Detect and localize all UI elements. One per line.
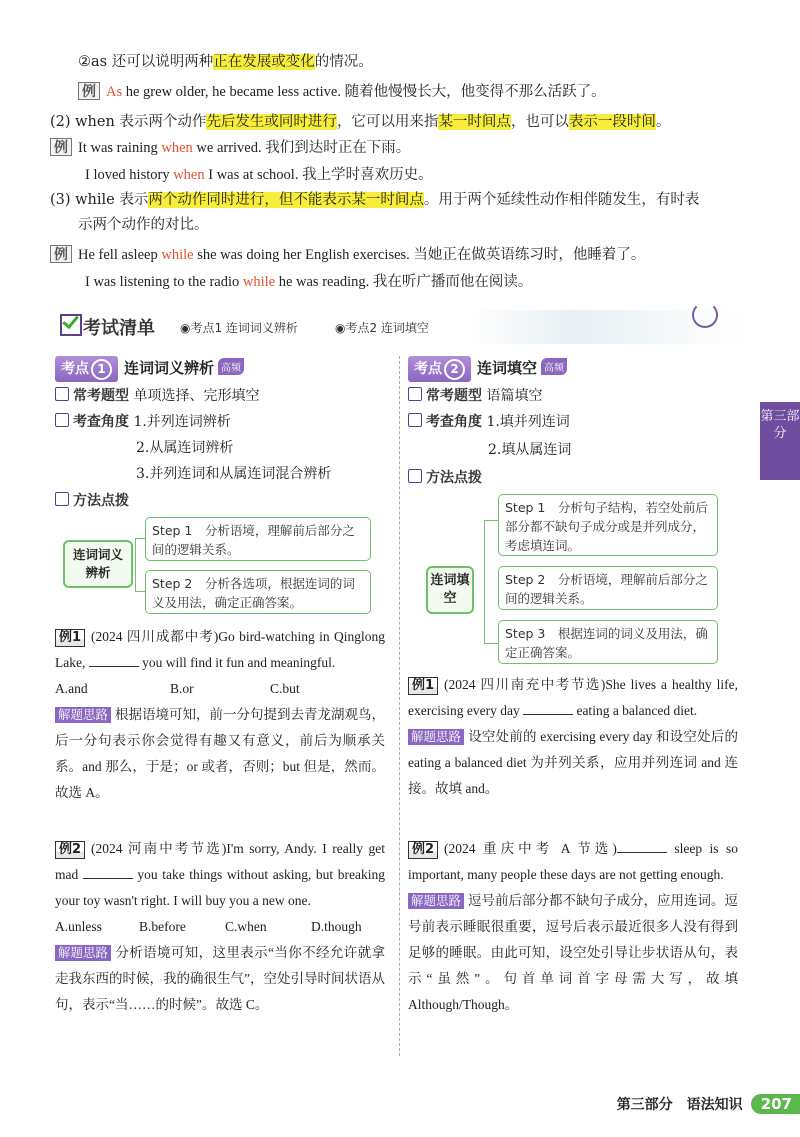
checkbox-icon: [60, 314, 82, 336]
hot-badge: 高频: [541, 358, 567, 375]
right-mindmap-root: 连词填空: [426, 566, 474, 614]
column-divider: [399, 356, 400, 1056]
kaodian-1-header: 考点 1 连词词义辨析 高频: [55, 356, 244, 380]
left-angle: 考查角度 1.并列连词辨析: [55, 412, 231, 432]
left-example-1: 例1 (2024 四川成都中考)Go bird-watching in Qinglong Lake, you will find it fun and meaningful. A.and B.or C.but 解题思路 根据语境可知，前一分句提到去青龙湖观鸟，后一分句表示你会觉得有趣又有意义，前后为顺承关系。and 那么，于是；or 或者，否则；but 但是，然而。故选 A。: [55, 629, 386, 800]
right-method: 方法点拨: [408, 468, 482, 488]
example-while-1: 例 He fell asleep while she was doing her English exercises. 当她正在做英语练习时，他睡着了。: [50, 245, 645, 265]
right-example-2: 例2 (2024 重庆中考 A 节选) sleep is so important, many people these days are not getting enough. 解题思路 逗号前后部分都不缺句子成分，应用连词。逗号前表示睡眠很重要，逗号后表示最近很多人没有得到足够的睡眠。由此可知，设空处引导让步状语从句，表示“虽然”。句首单词首字母需大写，故填 Although/Though。: [408, 841, 739, 1012]
left-method: 方法点拨: [55, 491, 129, 511]
left-type: 常考题型 单项选择、完形填空: [55, 386, 259, 406]
right-step-1: Step 1 分析句子结构，若空处前后部分都不缺句子成分或是并列成分，考虑填连词。: [498, 494, 718, 556]
part-side-tab: 第三部分: [760, 402, 800, 480]
doc-icon: [55, 492, 69, 506]
answer-blank: [89, 654, 139, 667]
example-when-1: 例 It was raining when we arrived. 我们到达时正在下雨。: [50, 138, 410, 158]
note-when: (2) when 表示两个动作先后发生或同时进行，它可以用来指某一时间点，也可以表示一段时间。: [50, 114, 671, 130]
left-example-2: 例2 (2024 河南中考节选)I'm sorry, Andy. I really get mad you take things without asking, but breaking your toy wasn't right. I will buy you a new one. A.unless B.before C.when D.though 解题思路 分析语境可知，这里表示“当你不经允许就拿走我东西的时候，我的确很生气”，空处引导时间状语从句，表示“当……的时候”。故选 C。: [55, 841, 385, 1012]
hot-badge: 高频: [218, 358, 244, 375]
right-angle: 考查角度 1.填并列连词: [408, 412, 570, 432]
page-footer: [617, 1094, 800, 1116]
right-type: 常考题型 语篇填空: [408, 386, 542, 406]
example-while-2: I was listening to the radio while he was reading. 我在听广播而他在阅读。: [85, 274, 533, 290]
left-step-1: Step 1 分析语境，理解前后部分之间的逻辑关系。: [145, 517, 371, 561]
swirl-decoration-icon: [692, 302, 718, 328]
exam-list-banner: [55, 310, 745, 344]
answer-blank: [617, 840, 667, 853]
left-step-2: Step 2 分析各选项，根据连词的词义及用法，确定正确答案。: [145, 570, 371, 614]
note-while: (3) while 表示两个动作同时进行，但不能表示某一时间点。用于两个延续性动作相伴随发生，有时表: [50, 192, 700, 208]
right-step-2: Step 2 分析语境，理解前后部分之间的逻辑关系。: [498, 566, 718, 610]
right-example-1: 例1 (2024 四川南充中考节选)She lives a healthy life, exercising every day eating a balanced diet. 解题思路 设空处前的 exercising every day 和设空处后的 eating a balanced diet 为并列关系，应用并列连词 and 连接。故填 and。: [408, 677, 738, 796]
doc-icon: [408, 469, 422, 483]
example-as: 例 As he grew older, he became less active. 随着他慢慢长大，他变得不那么活跃了。: [78, 82, 606, 102]
note-while-cont: 示两个动作的对比。: [78, 217, 209, 233]
example-tag: 例: [50, 245, 72, 263]
example-when-2: I loved history when I was at school. 我上学时喜欢历史。: [85, 167, 433, 183]
answer-blank: [83, 866, 133, 879]
left-angle-2: 2.从属连词辨析: [136, 440, 234, 456]
left-mindmap-root: 连词词义辨析: [63, 540, 133, 588]
note-as-development: ②as 还可以说明两种正在发展或变化的情况。: [78, 54, 373, 70]
right-angle-2: 2.填从属连词: [488, 442, 572, 458]
example-tag: 例: [78, 82, 100, 100]
check-angle-icon: [55, 413, 69, 427]
banner-kp1: ◉考点1 连词词义辨析: [180, 321, 298, 335]
banner-kp2: ◉考点2 连词填空: [335, 321, 429, 335]
grid-icon: [408, 387, 422, 401]
grid-icon: [55, 387, 69, 401]
left-angle-3: 3.并列连词和从属连词混合辨析: [136, 466, 332, 482]
right-connector: [484, 520, 499, 644]
answer-blank: [523, 702, 573, 715]
banner-title: 考试清单: [83, 318, 155, 339]
footer-section: 第三部分 语法知识: [616, 1097, 743, 1113]
page-number: 207: [751, 1094, 800, 1114]
right-step-3: Step 3 根据连词的词义及用法，确定正确答案。: [498, 620, 718, 664]
example-tag: 例: [50, 138, 72, 156]
kaodian-2-header: 考点 2 连词填空 高频: [408, 356, 567, 380]
check-angle-icon: [408, 413, 422, 427]
